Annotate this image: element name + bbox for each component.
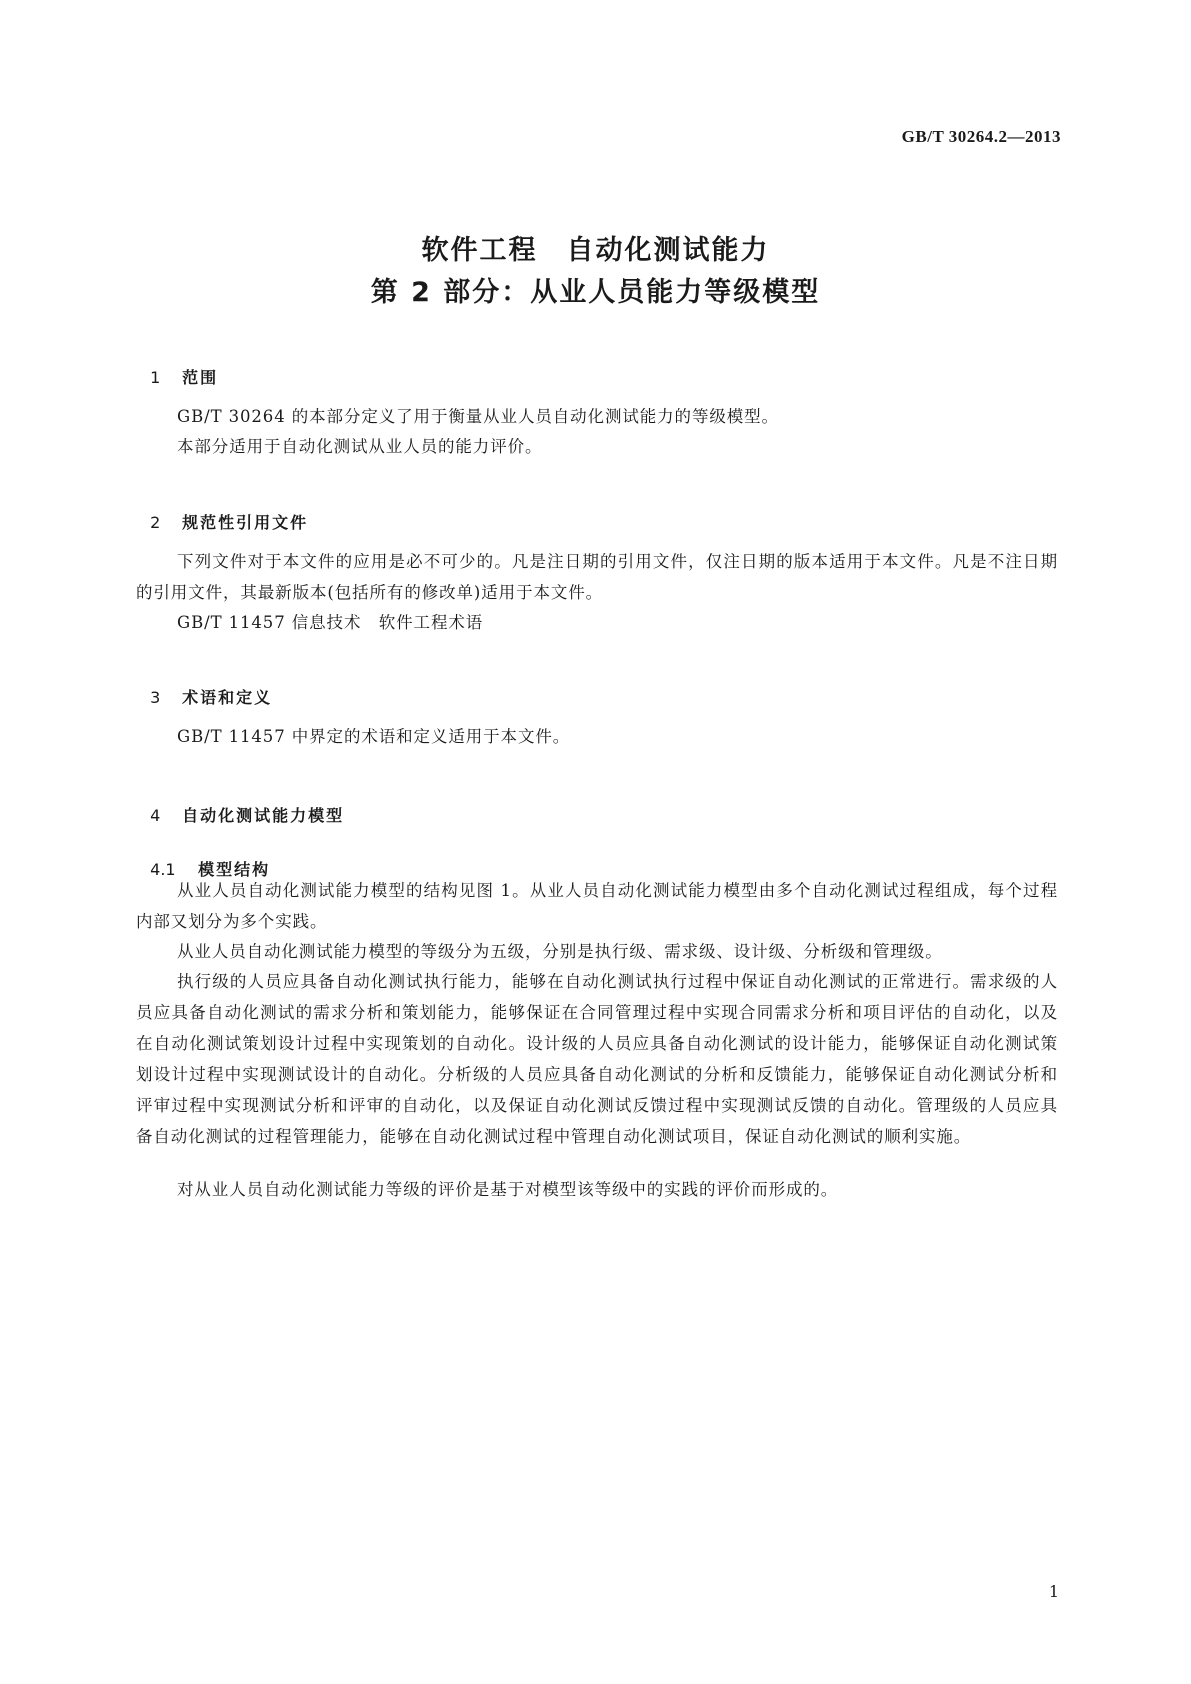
section-2-title: 规范性引用文件 xyxy=(182,513,309,532)
section-3-paragraph-1: GB/T 11457 中界定的术语和定义适用于本文件。 xyxy=(177,727,571,746)
section-1-heading xyxy=(135,346,218,388)
section-4-1-paragraph-4: 对从业人员自动化测试能力等级的评价是基于对模型该等级中的实践的评价而形成的。 xyxy=(177,1180,839,1199)
section-3-number: 3 xyxy=(150,688,161,707)
section-2-heading xyxy=(135,491,308,533)
section-1-paragraph-1: GB/T 30264 的本部分定义了用于衡量从业人员自动化测试能力的等级模型。 xyxy=(177,407,779,426)
section-4-1-title: 模型结构 xyxy=(198,860,271,879)
section-4-number: 4 xyxy=(150,806,161,825)
document-title-line-1: 软件工程 自动化测试能力 xyxy=(421,235,770,266)
section-1-title: 范围 xyxy=(182,368,219,387)
section-4-1-paragraph-1: 从业人员自动化测试能力模型的结构见图 1。从业人员自动化测试能力模型由多个自动化测试过程组成，每个过程内部又划分为多个实践。 xyxy=(136,881,1058,931)
section-4-title: 自动化测试能力模型 xyxy=(182,806,345,825)
section-1-number: 1 xyxy=(150,368,161,387)
section-2-paragraph-1: 下列文件对于本文件的应用是必不可少的。凡是注日期的引用文件，仅注日期的版本适用于本文件。凡是不注日期的引用文件，其最新版本(包括所有的修改单)适用于本文件。 xyxy=(136,552,1058,602)
section-4-1-paragraph-2: 从业人员自动化测试能力模型的等级分为五级，分别是执行级、需求级、设计级、分析级和管理级。 xyxy=(177,942,943,961)
section-3-heading xyxy=(135,666,272,708)
standard-code: GB/T 30264.2—2013 xyxy=(901,127,1061,146)
section-4-1-number: 4.1 xyxy=(150,860,176,879)
section-2-reference: GB/T 11457 信息技术 软件工程术语 xyxy=(177,613,484,632)
section-1-paragraph-2: 本部分适用于自动化测试从业人员的能力评价。 xyxy=(177,437,543,456)
section-2-number: 2 xyxy=(150,513,161,532)
section-3-title: 术语和定义 xyxy=(182,688,273,707)
page-number: 1 xyxy=(1048,1582,1059,1601)
document-title-line-2: 第 2 部分：从业人员能力等级模型 xyxy=(370,277,821,308)
section-4-heading xyxy=(135,784,344,826)
section-4-1-paragraph-3: 执行级的人员应具备自动化测试执行能力，能够在自动化测试执行过程中保证自动化测试的正常进行。需求级的人员应具备自动化测试的需求分析和策划能力，能够保证在合同管理过程中实现合同需求分析和项目评估的自动化，以及在自动化测试策划设计过程中实现策划的自动化。设计级的人员应具备自动化测试的设计能力，能够保证自动化测试策划设计过程中实现测试设计的自动化。分析级的人员应具备自动化测试的分析和反馈能力，能够保证自动化测试分析和评审过程中实现测试分析和评审的自动化，以及保证自动化测试反馈过程中实现测试反馈的自动化。管理级的人员应具备自动化测试的过程管理能力，能够在自动化测试过程中管理自动化测试项目，保证自动化测试的顺利实施。 xyxy=(136,972,1058,1146)
section-4-1-heading xyxy=(135,838,270,880)
